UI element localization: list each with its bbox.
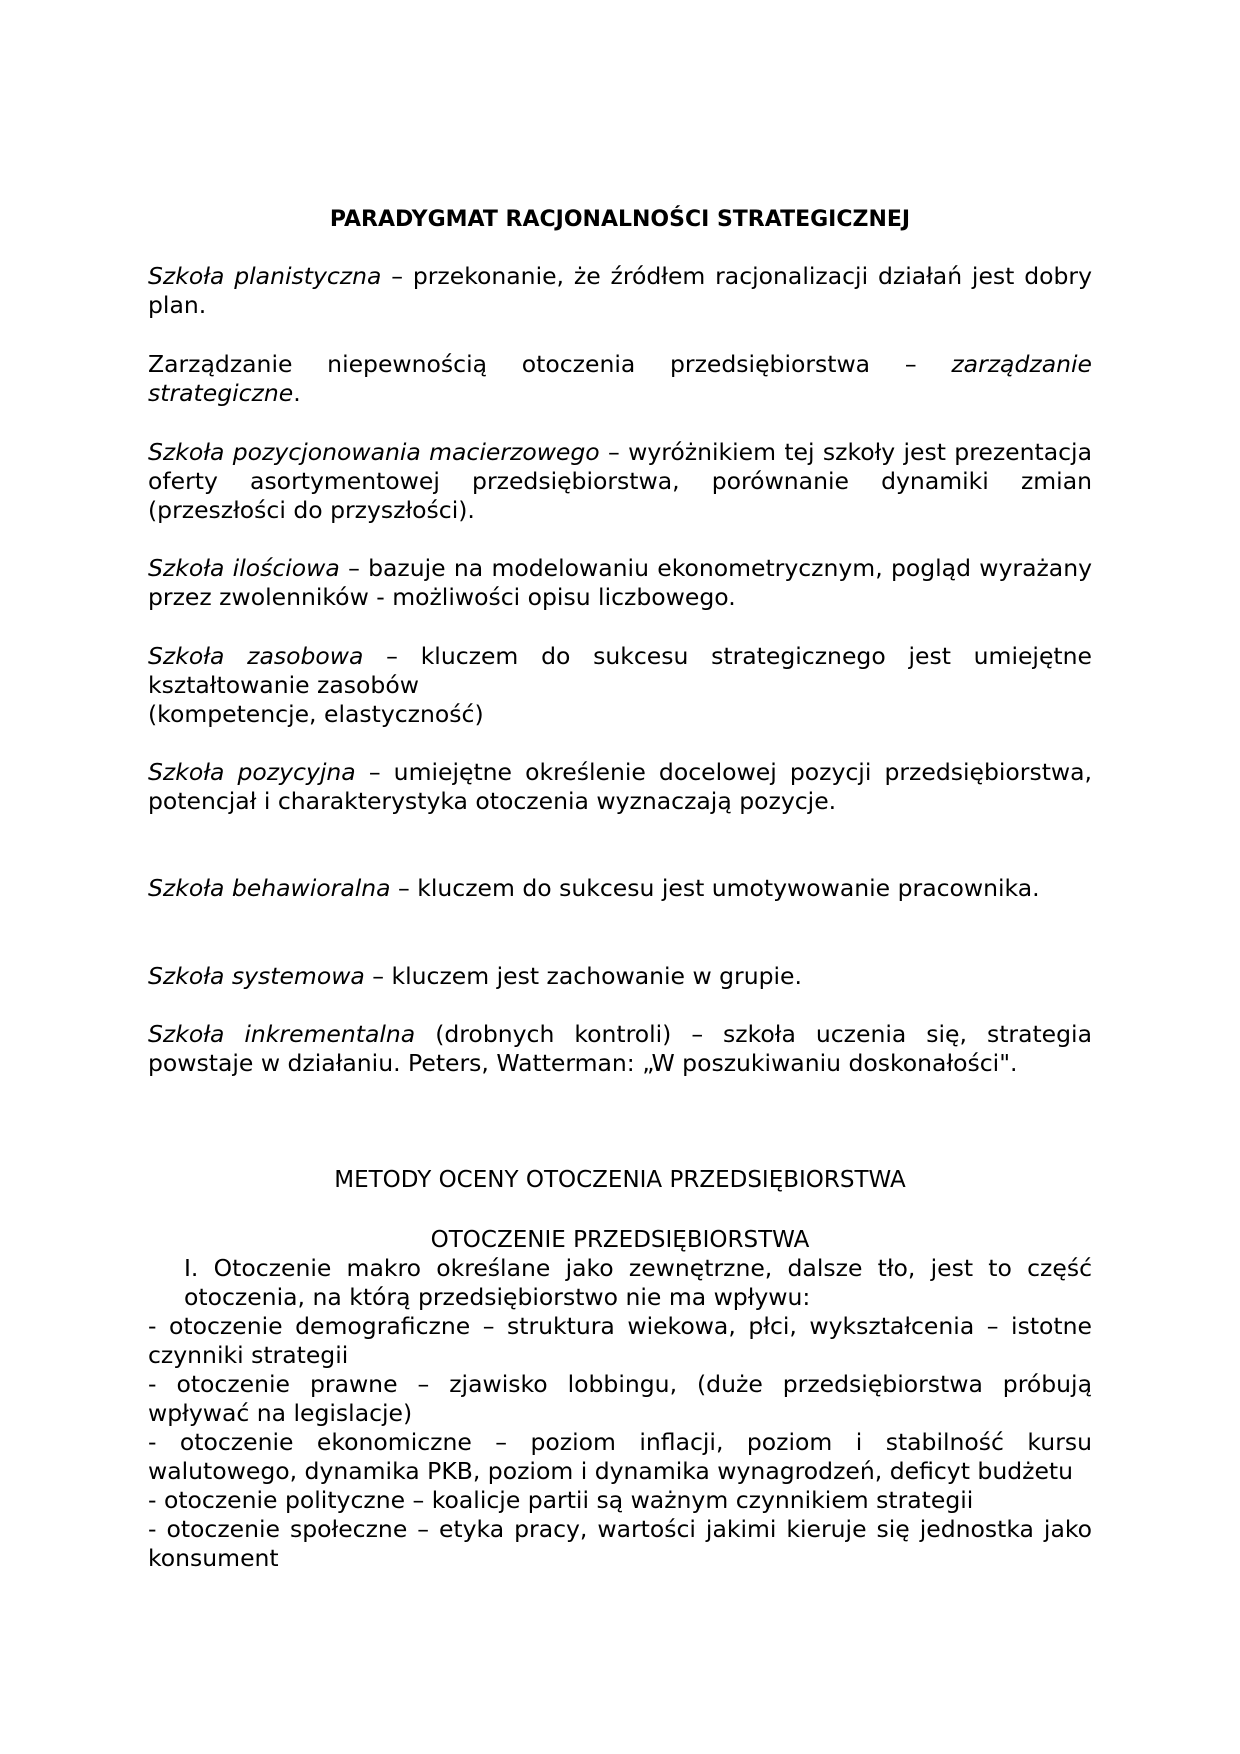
section-heading: METODY OCENY OTOCZENIA PRZEDSIĘBIORSTWA	[334, 1167, 906, 1193]
term-zasobowa: Szkoła zasobowa	[148, 642, 364, 670]
paragraph-behawioralna	[148, 874, 1092, 903]
paragraph-text: – kluczem do sukcesu jest umotywowanie pracownika.	[390, 874, 1040, 902]
paragraph-text: – kluczem jest zachowanie w grupie.	[364, 962, 802, 990]
list-item: - otoczenie demograficzne – struktura wiekowa, płci, wykształcenia – istotne czynniki strategii	[148, 1312, 1092, 1369]
list-item: - otoczenie społeczne – etyka pracy, wartości jakimi kieruje się jednostka jako konsument	[148, 1515, 1092, 1572]
paragraph-pozycyjna	[148, 758, 1092, 816]
paragraph-systemowa	[148, 962, 1092, 991]
paragraph-text: – bazuje na modelowaniu ekonometrycznym, pogląd wyrażany przez zwolenników - możliwości opisu liczbowego.	[148, 554, 1093, 611]
paragraph-text: – kluczem do sukcesu strategicznego jest umiejętne kształtowanie zasobów	[148, 642, 1092, 699]
paragraph-zasobowa	[148, 642, 1092, 729]
paragraph-text: – przekonanie, że źródłem racjonalizacji działań jest dobry plan.	[148, 262, 1093, 319]
paragraph-text: .	[293, 379, 301, 407]
paragraph-text: (drobnych kontroli) – szkoła uczenia się, strategia powstaje w działaniu. Peters, Watterman: „W poszukiwaniu doskonałości".	[148, 1020, 1092, 1077]
paragraph-text: Zarządzanie niepewnością otoczenia przedsiębiorstwa –	[148, 350, 952, 378]
list-item: - otoczenie prawne – zjawisko lobbingu, (duże przedsiębiorstwa próbują wpływać na legislacje)	[148, 1370, 1092, 1427]
list-item: - otoczenie ekonomiczne – poziom inflacji, poziom i stabilność kursu walutowego, dynamika PKB, poziom i dynamika wynagrodzeń, deficyt budżetu	[148, 1428, 1092, 1485]
term-zarzadzanie-strategiczne: zarządzanie strategiczne	[148, 350, 1092, 407]
paragraph-planistyczna	[148, 262, 1092, 320]
paragraph-text-second-line: (kompetencje, elastyczność)	[148, 700, 484, 728]
paragraph-macierzowa	[148, 438, 1092, 525]
term-ilosciowa: Szkoła ilościowa	[148, 554, 340, 582]
document-title: PARADYGMAT RACJONALNOŚCI STRATEGICZNEJ	[329, 207, 911, 232]
paragraph-zarzadzanie	[148, 350, 1092, 408]
subsection-heading: OTOCZENIE PRZEDSIĘBIORSTWA	[430, 1227, 810, 1253]
term-systemowa: Szkoła systemowa	[148, 962, 365, 990]
term-pozycyjna: Szkoła pozycyjna	[148, 758, 356, 786]
intro-paragraph: I. Otoczenie makro określane jako zewnętrzne, dalsze tło, jest to część otoczenia, na którą przedsiębiorstwo nie ma wpływu:	[184, 1254, 1092, 1311]
list-item: - otoczenie polityczne – koalicje partii są ważnym czynnikiem strategii	[148, 1486, 974, 1514]
term-inkrementalna: Szkoła inkrementalna	[148, 1020, 416, 1048]
paragraph-text: – umiejętne określenie docelowej pozycji przedsiębiorstwa, potencjał i charakterystyka otoczenia wyznaczają pozycje.	[148, 758, 1093, 815]
paragraph-text: – wyróżnikiem tej szkoły jest prezentacja oferty asortymentowej przedsiębiorstwa, porównanie dynamiki zmian (przeszłości do przyszłości).	[148, 438, 1092, 524]
paragraph-ilosciowa	[148, 554, 1092, 612]
term-planistyczna: Szkoła planistyczna	[148, 262, 382, 290]
environment-list	[148, 1312, 1092, 1573]
paragraph-inkrementalna	[148, 1020, 1092, 1078]
term-macierzowa: Szkoła pozycjonowania macierzowego	[148, 438, 600, 466]
term-behawioralna: Szkoła behawioralna	[148, 874, 391, 902]
